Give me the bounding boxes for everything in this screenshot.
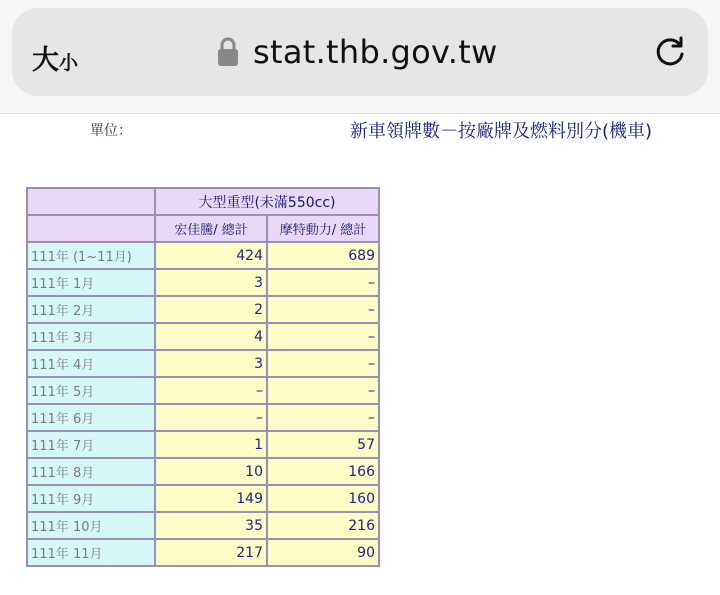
table-cell: 3	[155, 350, 267, 377]
table-row	[27, 323, 379, 350]
table-cell: 90	[267, 539, 379, 566]
table-row	[27, 458, 379, 485]
column-header: 宏佳騰/ 總計	[155, 215, 267, 242]
address-bar[interactable]	[12, 8, 708, 96]
table-row	[27, 539, 379, 566]
table-row	[27, 431, 379, 458]
table-cell: 57	[267, 431, 379, 458]
table-cell: 160	[267, 485, 379, 512]
table-row	[27, 377, 379, 404]
table-cell: 166	[267, 458, 379, 485]
table-cell: –	[267, 350, 379, 377]
table-cell: 1	[155, 431, 267, 458]
row-label: 111年 11月	[27, 539, 155, 566]
table-cell: 10	[155, 458, 267, 485]
table-cell: 35	[155, 512, 267, 539]
table-cell: 4	[155, 323, 267, 350]
header-blank-cell	[27, 215, 155, 242]
report-title: 新車領牌數－按廠牌及燃料別分(機車)	[350, 121, 653, 142]
table-cell: 689	[267, 242, 379, 269]
table-row	[27, 269, 379, 296]
row-label: 111年 8月	[27, 458, 155, 485]
table-row	[27, 512, 379, 539]
row-label: 111年 5月	[27, 377, 155, 404]
text-size-button[interactable]	[32, 38, 78, 77]
row-label: 111年 2月	[27, 296, 155, 323]
row-label: 111年 3月	[27, 323, 155, 350]
table-subheader-row	[27, 215, 379, 242]
header-blank-cell	[27, 188, 155, 215]
table-cell: 3	[155, 269, 267, 296]
column-header: 摩特動力/ 總計	[267, 215, 379, 242]
row-label: 111年 10月	[27, 512, 155, 539]
url-text: stat.thb.gov.tw	[253, 33, 498, 71]
table-cell: –	[267, 269, 379, 296]
text-size-big-label: 大	[32, 45, 59, 76]
row-label: 111年 1月	[27, 269, 155, 296]
table-row	[27, 242, 379, 269]
table-cell: –	[267, 377, 379, 404]
url-field[interactable]	[217, 30, 498, 74]
table-row	[27, 485, 379, 512]
row-label: 111年 6月	[27, 404, 155, 431]
table-cell: 217	[155, 539, 267, 566]
table-cell: 2	[155, 296, 267, 323]
table-cell: –	[267, 296, 379, 323]
table-cell: –	[155, 377, 267, 404]
table-cell: 216	[267, 512, 379, 539]
unit-label: 單位：	[90, 123, 132, 139]
data-table	[26, 187, 380, 567]
table-cell: –	[155, 404, 267, 431]
text-size-small-label: 小	[59, 52, 79, 74]
table-cell: 149	[155, 485, 267, 512]
row-label: 111年 7月	[27, 431, 155, 458]
table-cell: –	[267, 323, 379, 350]
row-label: 111年 (1~11月)	[27, 242, 155, 269]
table-row	[27, 350, 379, 377]
table-body	[27, 242, 379, 566]
table-cell: 424	[155, 242, 267, 269]
row-label: 111年 9月	[27, 485, 155, 512]
table-row	[27, 296, 379, 323]
table-header-row	[27, 188, 379, 215]
table-row	[27, 404, 379, 431]
table-cell: –	[267, 404, 379, 431]
row-label: 111年 4月	[27, 350, 155, 377]
lock-icon	[217, 37, 239, 67]
reload-icon[interactable]	[652, 35, 688, 71]
group-header: 大型重型(未滿550cc)	[155, 188, 379, 215]
browser-address-area	[0, 0, 720, 114]
